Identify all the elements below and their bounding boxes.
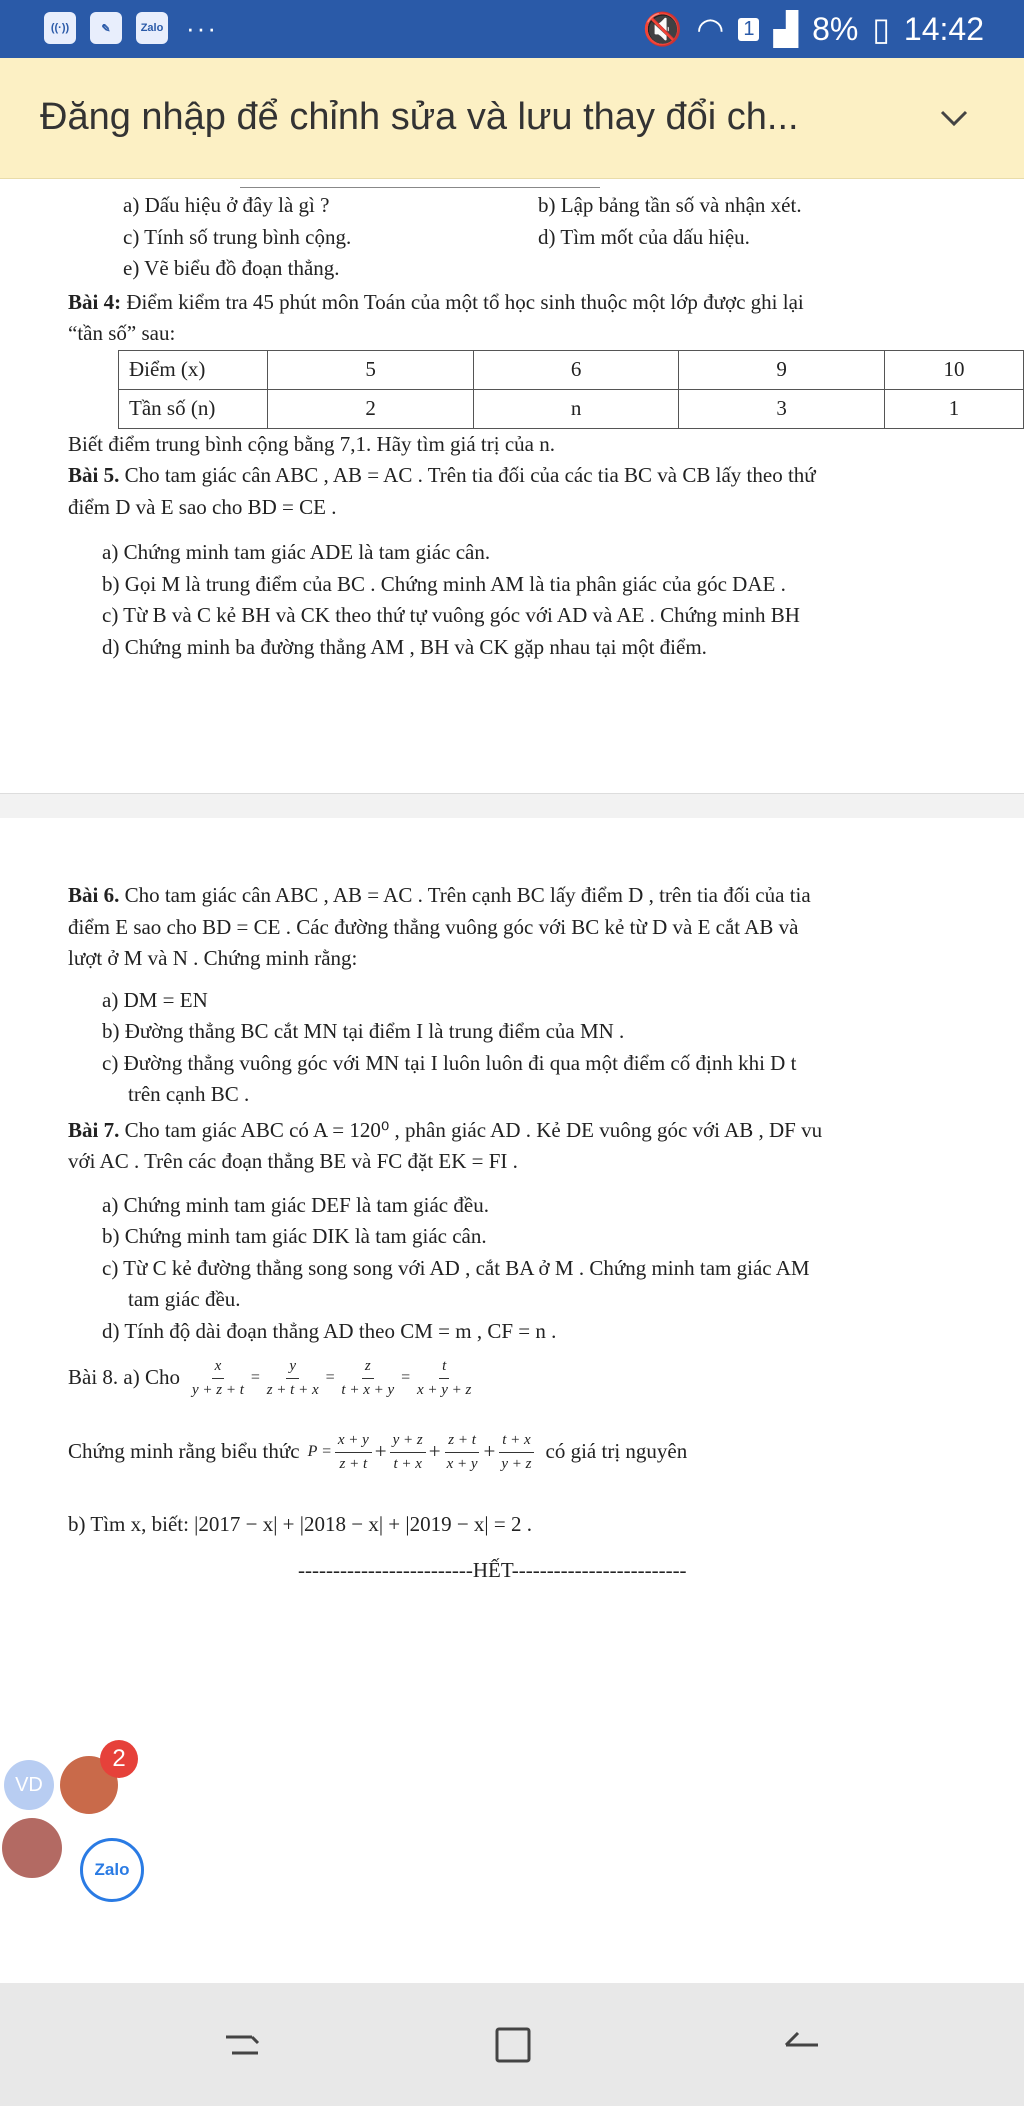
fraction: $\frac{y}{z + t + x}$ bbox=[264, 1355, 322, 1401]
fraction: $\frac{t + x}{y + z}$ bbox=[498, 1429, 534, 1475]
document-page-1 bbox=[0, 179, 1024, 794]
end-marker: -------------------------HẾT------------------------- bbox=[298, 1557, 687, 1582]
chat-heads[interactable] bbox=[0, 1740, 150, 1900]
table-cell: 1 bbox=[884, 389, 1023, 428]
bai4-after: Biết điểm trung bình cộng bằng 7,1. Hãy tìm giá trị của n. bbox=[68, 431, 555, 456]
bai5-d: d) Chứng minh ba đường thẳng AM , BH và CK gặp nhau tại một điểm. bbox=[102, 634, 707, 659]
cleaner-icon: ✎ bbox=[90, 12, 122, 44]
bai5-c: c) Từ B và C kẻ BH và CK theo thứ tự vuông góc với AD và AE . Chứng minh BH bbox=[102, 603, 800, 627]
bai6-a: a) DM = EN bbox=[102, 987, 208, 1012]
bai6-l1: Cho tam giác cân ABC , AB = AC . Trên cạnh BC lấy điểm D , trên tia đối của tia bbox=[119, 883, 811, 907]
home-icon[interactable] bbox=[483, 2015, 543, 2075]
banner-text: Đăng nhập để chỉnh sửa và lưu thay đổi ch... bbox=[40, 96, 799, 138]
bai6-title: Bài 6. bbox=[68, 883, 120, 907]
back-icon[interactable] bbox=[772, 2015, 832, 2075]
status-right bbox=[643, 10, 984, 48]
fraction: $\frac{x}{y + z + t}$ bbox=[189, 1355, 247, 1401]
document-page-2 bbox=[0, 818, 1024, 1984]
q-b: b) Lập bảng tần số và nhận xét. bbox=[538, 193, 802, 217]
q-d: d) Tìm mốt của dấu hiệu. bbox=[538, 224, 750, 249]
bai6-c1: c) Đường thẳng vuông góc với MN tại I luôn luôn đi qua một điểm cố định khi D t bbox=[102, 1050, 797, 1075]
bai8-p-end: có giá trị nguyên bbox=[545, 1439, 688, 1464]
fraction: $\frac{y + z}{t + x}$ bbox=[390, 1429, 426, 1475]
bai8-a-line bbox=[68, 1355, 1024, 1401]
table-cell: 10 bbox=[884, 350, 1023, 389]
bai8-p: Chứng minh rằng biểu thức bbox=[68, 1439, 300, 1464]
page-1-content bbox=[68, 187, 1024, 663]
bai5-b: b) Gọi M là trung điểm của BC . Chứng minh AM là tia phân giác của góc DAE . bbox=[102, 571, 786, 596]
bai5-title: Bài 5. bbox=[68, 463, 120, 487]
bai4-title: Bài 4: bbox=[68, 289, 122, 314]
avatar[interactable] bbox=[2, 1818, 62, 1878]
table-cell: 9 bbox=[679, 350, 885, 389]
wifi-icon: ◠ bbox=[696, 11, 725, 47]
equals: = bbox=[324, 1369, 336, 1386]
frequency-table bbox=[118, 350, 1024, 429]
battery-icon: ▯ bbox=[872, 11, 890, 47]
clock: 14:42 bbox=[903, 10, 984, 47]
q-c: c) Tính số trung bình cộng. bbox=[123, 224, 352, 249]
table-cell: 6 bbox=[473, 350, 679, 389]
q-a: a) Dấu hiệu ở đây là gì ? bbox=[123, 193, 330, 217]
bai5-text: Cho tam giác cân ABC , AB = AC . Trên tia đối của các tia BC và CB lấy theo thứ bbox=[119, 463, 816, 487]
bai6-l2: điểm E sao cho BD = CE . Các đường thẳng vuông góc với BC kẻ từ D và E cắt AB và bbox=[68, 914, 799, 939]
bai8-b: b) Tìm x, biết: |2017 − x| + |2018 − x| + |2019 − x| = 2 . bbox=[68, 1512, 532, 1536]
chevron-down-icon[interactable] bbox=[934, 98, 974, 138]
recent-apps-icon[interactable] bbox=[212, 2015, 272, 2075]
table-cell: Tần số (n) bbox=[119, 389, 268, 428]
battery-percent: 8% bbox=[812, 10, 859, 47]
bai7-c2: tam giác đều. bbox=[128, 1287, 241, 1311]
bai7-d: d) Tính độ dài đoạn thẳng AD theo CM = m , CF = n . bbox=[102, 1318, 557, 1343]
status-bar bbox=[0, 0, 1024, 58]
fraction: $\frac{z + t}{x + y}$ bbox=[444, 1429, 481, 1475]
unread-badge: 2 bbox=[100, 1740, 138, 1778]
table-row bbox=[119, 350, 1024, 389]
bai7-title: Bài 7. bbox=[68, 1117, 120, 1142]
fraction: $\frac{t}{x + y + z}$ bbox=[414, 1355, 474, 1401]
bai7-b: b) Chứng minh tam giác DIK là tam giác cân. bbox=[102, 1224, 487, 1248]
bai8-p-line bbox=[68, 1429, 1024, 1475]
q-e: e) Vẽ biểu đồ đoạn thẳng. bbox=[123, 256, 340, 280]
more-notifications-icon: ··· bbox=[186, 12, 218, 43]
zalo-chat-head[interactable]: Zalo bbox=[80, 1838, 144, 1902]
table-cell: 5 bbox=[268, 350, 474, 389]
bai7-a: a) Chứng minh tam giác DEF là tam giác đều. bbox=[102, 1192, 489, 1217]
bai7-l2: với AC . Trên các đoạn thẳng BE và FC đặt EK = FI . bbox=[68, 1149, 518, 1173]
plus: + bbox=[483, 1439, 496, 1464]
bai4-text: Điểm kiểm tra 45 phút môn Toán của một tổ học sinh thuộc một lớp được ghi lại bbox=[121, 289, 804, 314]
bai5-text2: điểm D và E sao cho BD = CE . bbox=[68, 494, 337, 519]
bai6-b: b) Đường thẳng BC cắt MN tại điểm I là trung điểm của MN . bbox=[102, 1019, 625, 1043]
bai8-a: Bài 8. a) Cho bbox=[68, 1365, 180, 1390]
navigation-bar bbox=[0, 1983, 1024, 2106]
fraction: $\frac{z}{t + x + y}$ bbox=[338, 1355, 397, 1401]
page-2-content bbox=[68, 880, 1024, 1586]
table-cell: Điểm (x) bbox=[119, 350, 268, 389]
bai5-a: a) Chứng minh tam giác ADE là tam giác cân. bbox=[102, 540, 491, 564]
table-row bbox=[119, 389, 1024, 428]
table-cell: n bbox=[473, 389, 679, 428]
mute-icon: 🔇 bbox=[642, 11, 683, 47]
login-banner[interactable] bbox=[0, 58, 1024, 179]
bai4-text2: “tần số” sau: bbox=[68, 321, 176, 345]
signal-icon: ▟ bbox=[773, 11, 799, 47]
bai7-c1: c) Từ C kẻ đường thẳng song song với AD , cắt BA ở M . Chứng minh tam giác AM bbox=[102, 1255, 810, 1280]
table-cell: 3 bbox=[679, 389, 885, 428]
equals: = bbox=[249, 1369, 261, 1386]
bai7-l1: Cho tam giác ABC có A = 120⁰ , phân giác AD . Kẻ DE vuông góc với AB , DF vu bbox=[119, 1117, 823, 1142]
equals: = bbox=[400, 1369, 411, 1386]
plus: + bbox=[374, 1439, 387, 1464]
p-label: P = bbox=[307, 1443, 332, 1460]
chat-head-vd[interactable]: VD bbox=[4, 1760, 54, 1810]
wifi-calling-icon: ((·)) bbox=[44, 12, 76, 44]
status-left-icons bbox=[44, 12, 218, 44]
sim-badge: 1 bbox=[738, 18, 759, 41]
bai6-c2: trên cạnh BC . bbox=[128, 1082, 250, 1106]
fraction: $\frac{x + y}{z + t}$ bbox=[335, 1429, 372, 1475]
bai6-l3: lượt ở M và N . Chứng minh rằng: bbox=[68, 946, 358, 970]
plus: + bbox=[428, 1439, 441, 1464]
table-cell: 2 bbox=[268, 389, 474, 428]
zalo-icon: Zalo bbox=[136, 12, 168, 44]
